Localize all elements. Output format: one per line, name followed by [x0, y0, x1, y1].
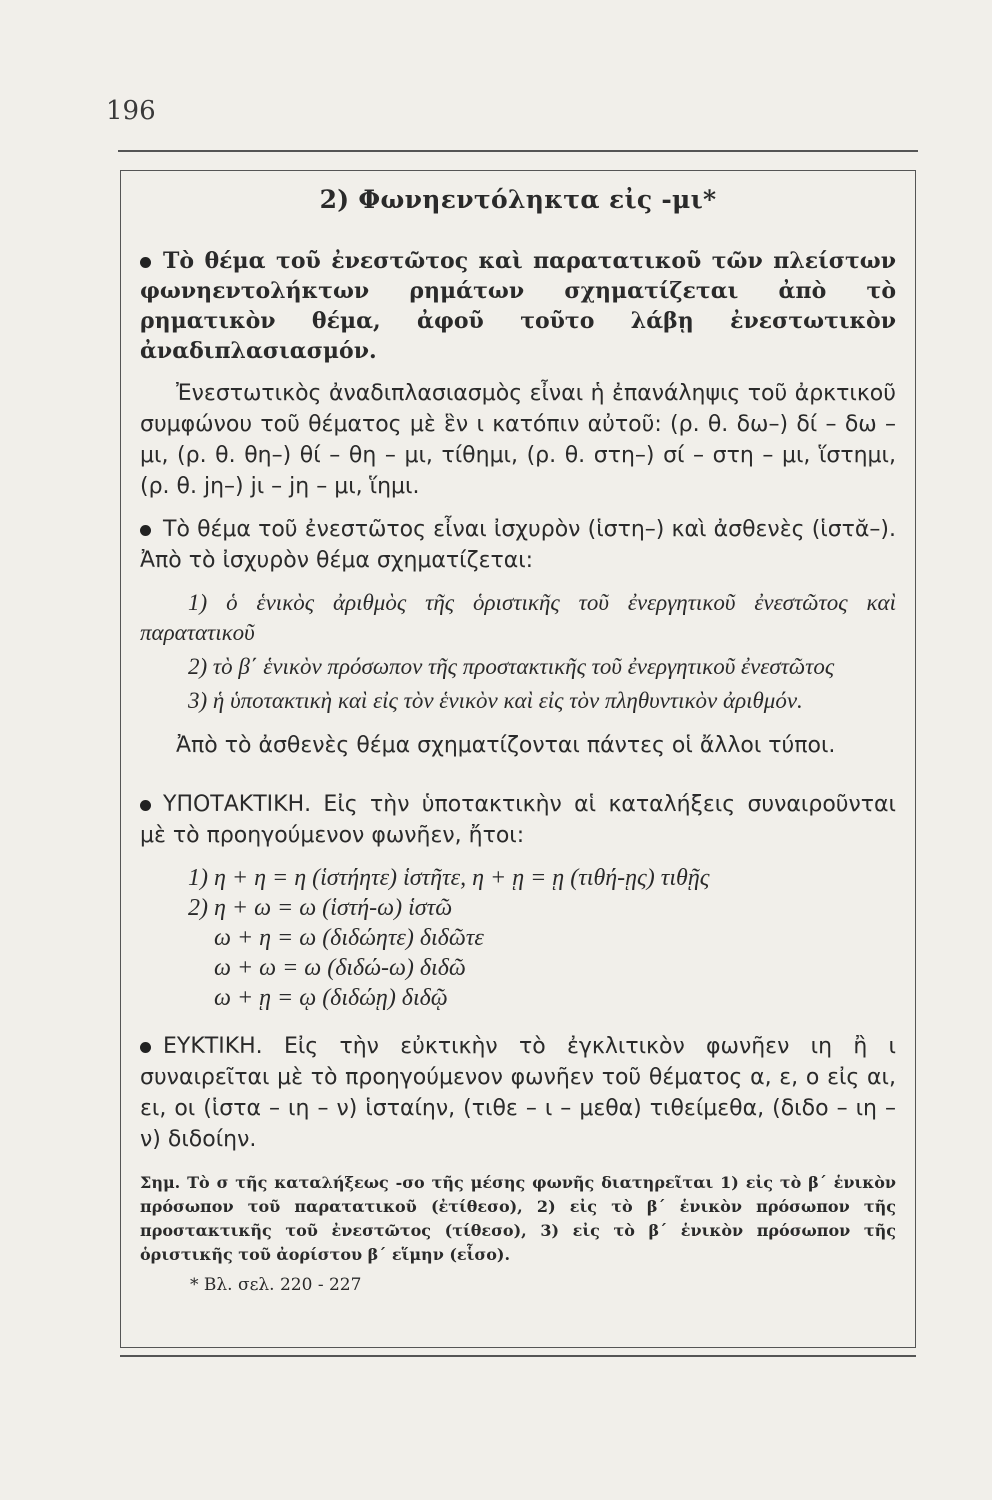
paragraph-optative: [140, 1031, 896, 1155]
paragraph-text: ΥΠΟΤΑΚΤΙΚΗ. Εἰς τὴν ὑποτακτικὴν αἱ καταλήξεις συναιροῦνται μὲ τὸ προηγούμενον φωνῆεν, ἤτοι:: [140, 792, 896, 848]
formula-line: ω + η = ω (διδώητε) διδῶτε: [214, 925, 484, 951]
page-content: [140, 185, 896, 1295]
contraction-formulas: [188, 863, 896, 1013]
list-item: 1) ὁ ἑνικὸς ἀριθμὸς τῆς ὁριστικῆς τοῦ ἐνεργητικοῦ ἐνεστῶτος καὶ παρατατικοῦ: [140, 590, 896, 645]
list-item: 3) ἡ ὑποτακτικὴ καὶ εἰς τὸν ἑνικὸν καὶ εἰς τὸν πληθυντικὸν ἀριθμόν.: [188, 688, 803, 713]
top-rule: [118, 150, 918, 152]
paragraph-text: Τὸ θέμα τοῦ ἐνεστῶτος καὶ παρατατικοῦ τῶν πλείστων φωνηεντολήκτων ρημάτων σχηματίζεται ἀπὸ τὸ ρηματικὸν θέμα, ἀφοῦ τοῦτο λάβῃ ἐνεστωτικὸν ἀναδιπλασιασμόν.: [140, 248, 896, 364]
bullet-icon: [140, 800, 151, 811]
paragraph-weak-theme: Ἀπὸ τὸ ἀσθενὲς θέμα σχηματίζονται πάντες οἱ ἄλλοι τύποι.: [176, 733, 836, 758]
page-number: 196: [106, 96, 156, 126]
note-paragraph: Σημ. Τὸ σ τῆς καταλήξεως -σο τῆς μέσης φωνῆς διατηρεῖται 1) εἰς τὸ β΄ ἑνικὸν πρόσωπον τοῦ παρατατικοῦ (ἐτίθεσο), 2) εἰς τὸ β΄ ἑνικὸν πρόσωπον τῆς προστακτικῆς τοῦ ἐνεστῶτος (τίθεσο), 3) εἰς τὸ β΄ ἑνικὸν πρόσωπον τῆς ὁριστικῆς τοῦ ἀορίστου β΄ εἵμην (εἷσο).: [140, 1173, 896, 1264]
formula-line: ω + ῃ = ῳ (διδώῃ) διδῷ: [214, 985, 448, 1011]
section-title: 2) Φωνηεντόληκτα εἰς -μι*: [319, 185, 717, 214]
footnote: * Βλ. σελ. 220 - 227: [190, 1275, 362, 1295]
paragraph-strong-weak-theme: [140, 514, 896, 576]
paragraph-text: Τὸ θέμα τοῦ ἐνεστῶτος εἶναι ἰσχυρὸν (ἱστη–) καὶ ἀσθενὲς (ἱστᾰ–). Ἀπὸ τὸ ἰσχυρὸν θέμα σχηματίζεται:: [140, 517, 896, 573]
formula-line: 1) η + η = η (ἱστήητε) ἱστῆτε, η + ῃ = ῃ (τιθή-ῃς) τιθῇς: [188, 865, 710, 891]
bullet-icon: [140, 525, 151, 536]
bottom-rule: [120, 1355, 916, 1357]
paragraph-reduplication: Ἐνεστωτικὸς ἀναδιπλασιασμὸς εἶναι ἡ ἐπανάληψις τοῦ ἀρκτικοῦ συμφώνου τοῦ θέματος μὲ ἓν ι κατόπιν αὐτοῦ: (ρ. θ. δω–) δί – δω – μι, (ρ. θ. θη–) θί – θη – μι, τίθημι, (ρ. θ. στη–) σί – στη – μι, ἵστημι, (ρ. θ. jη–) jι – jη – μι, ἵημι.: [140, 381, 896, 499]
formula-line: ω + ω = ω (διδώ-ω) διδῶ: [214, 955, 466, 981]
strong-theme-list: [140, 588, 896, 716]
paragraph-theme-formation: [140, 246, 896, 366]
list-item: 2) τὸ β΄ ἑνικὸν πρόσωπον τῆς προστακτικῆς τοῦ ἐνεργητικοῦ ἐνεστῶτος: [188, 654, 835, 679]
paragraph-text: ΕΥΚΤΙΚΗ. Εἰς τὴν εὐκτικὴν τὸ ἐγκλιτικὸν φωνῆεν ιη ἢ ι συναιρεῖται μὲ τὸ προηγούμενον φωνῆεν τοῦ θέματος α, ε, ο εἰς αι, ει, οι (ἱστα – ιη – ν) ἱσταίην, (τιθε – ι – μεθα) τιθείμεθα, (διδο – ιη – ν) διδοίην.: [140, 1034, 896, 1152]
paragraph-subjunctive: [140, 789, 896, 851]
bullet-icon: [140, 1042, 151, 1053]
bullet-icon: [140, 257, 151, 268]
formula-line: 2) η + ω = ω (ἱστή-ω) ἱστῶ: [188, 895, 453, 921]
